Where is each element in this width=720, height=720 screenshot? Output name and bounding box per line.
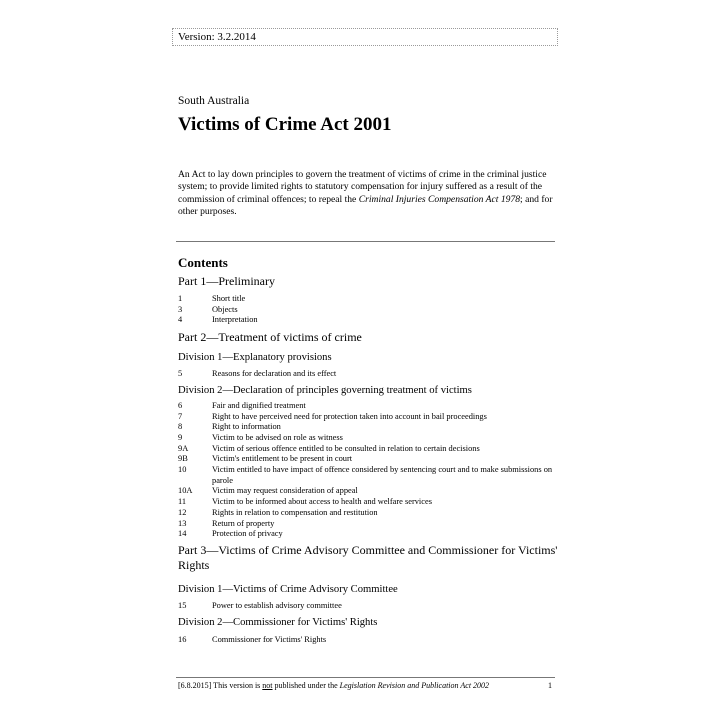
jurisdiction: South Australia <box>178 95 250 107</box>
section-title: Reasons for declaration and its effect <box>212 369 337 379</box>
part-heading[interactable]: Part 3—Victims of Crime Advisory Committee and Commissioner for Victims' Rights <box>178 542 558 572</box>
toc-entry[interactable] <box>178 422 558 433</box>
section-title: Short title <box>212 294 246 303</box>
section-number: 14 <box>178 529 187 539</box>
section-number: 8 <box>178 422 183 432</box>
section-number: 6 <box>178 400 183 410</box>
section-title: Right to have perceived need for protection taken into account in bail proceedings <box>212 411 487 421</box>
section-title: Power to establish advisory committee <box>212 600 342 610</box>
section-title: Fair and dignified treatment <box>212 400 306 410</box>
section-title: Victim entitled to have impact of offence considered by sentencing court and to make submissions on parole <box>212 465 553 485</box>
section-number: 12 <box>178 507 187 517</box>
section-title: Return of property <box>212 518 275 528</box>
toc-entry[interactable] <box>178 369 558 380</box>
table-of-contents <box>178 274 558 645</box>
section-number: 11 <box>178 497 187 507</box>
toc-entry[interactable] <box>178 433 558 444</box>
toc-entry[interactable] <box>178 497 558 508</box>
footer-not: not <box>262 681 273 690</box>
long-title-text-2: ; and for other purposes. <box>178 193 553 218</box>
toc-entry[interactable] <box>178 294 558 305</box>
section-title: Rights in relation to compensation and restitution <box>212 507 378 517</box>
division-heading[interactable]: Division 2—Commissioner for Victims' Rights <box>178 616 378 628</box>
toc-entry[interactable] <box>178 454 558 465</box>
section-title: Victim may request consideration of appeal <box>212 486 358 496</box>
toc-entry[interactable] <box>178 444 558 455</box>
division-heading[interactable]: Division 1—Explanatory provisions <box>178 352 332 364</box>
section-number: 10A <box>178 486 193 496</box>
section-number: 10 <box>178 465 187 475</box>
footer-divider <box>176 677 555 678</box>
section-number: 1 <box>178 294 183 303</box>
division-heading[interactable]: Division 1—Victims of Crime Advisory Committee <box>178 583 398 595</box>
repealed-act-name: Criminal Injuries Compensation Act 1978 <box>358 193 521 205</box>
section-title: Right to information <box>212 422 281 432</box>
section-title: Victim to be advised on role as witness <box>212 432 343 442</box>
section-title: Commissioner for Victims' Rights <box>212 634 327 644</box>
footer-date: [6.8.2015] This version is <box>178 681 263 690</box>
section-number: 16 <box>178 634 187 644</box>
part1-rows <box>178 294 558 326</box>
toc-entry[interactable] <box>178 601 558 612</box>
footer-mid: published under the <box>272 681 340 690</box>
page-footer <box>178 681 554 691</box>
part3-div1-rows <box>178 601 558 612</box>
toc-entry[interactable] <box>178 486 558 497</box>
part-heading[interactable]: Part 2—Treatment of victims of crime <box>178 330 362 345</box>
section-number: 5 <box>178 369 183 379</box>
toc-entry[interactable] <box>178 529 558 540</box>
section-number: 7 <box>178 411 183 421</box>
part3-div2-rows <box>178 635 558 646</box>
toc-entry[interactable] <box>178 305 558 316</box>
toc-entry[interactable] <box>178 635 558 646</box>
section-number: 9A <box>178 443 189 453</box>
division-heading[interactable]: Division 2—Declaration of principles governing treatment of victims <box>178 384 472 396</box>
act-title: Victims of Crime Act 2001 <box>178 114 392 135</box>
toc-entry[interactable] <box>178 508 558 519</box>
toc-entry[interactable] <box>178 315 558 326</box>
section-number: 4 <box>178 315 183 325</box>
toc-entry[interactable] <box>178 412 558 423</box>
toc-entry[interactable] <box>178 401 558 412</box>
section-title: Interpretation <box>212 315 258 325</box>
page-number: 1 <box>548 681 552 690</box>
section-number: 13 <box>178 518 187 528</box>
long-title-text-1: An Act to lay down principles to govern the treatment of victims of crime in the criminal justice system; to provide limited rights to statutory compensation for injury suffered as a result of the commission of criminal offences; to repeal the <box>178 169 547 205</box>
section-number: 9 <box>178 432 183 442</box>
long-title <box>178 169 556 219</box>
part2-div2-rows <box>178 401 558 540</box>
section-title: Victim's entitlement to be present in court <box>212 454 353 464</box>
toc-entry[interactable] <box>178 465 558 486</box>
section-number: 3 <box>178 304 183 314</box>
section-title: Victim to be informed about access to health and welfare services <box>212 497 432 507</box>
section-title: Victim of serious offence entitled to be consulted in relation to certain decisions <box>212 443 480 453</box>
version-label: Version: 3.2.2014 <box>172 28 558 46</box>
part2-div1-rows <box>178 369 558 380</box>
toc-entry[interactable] <box>178 519 558 530</box>
section-number: 9B <box>178 454 188 464</box>
contents-heading: Contents <box>178 255 228 270</box>
section-number: 15 <box>178 600 187 610</box>
part-heading[interactable]: Part 1—Preliminary <box>178 274 275 288</box>
section-title: Objects <box>212 304 238 314</box>
footer-act-name: Legislation Revision and Publication Act 2002 <box>339 681 490 690</box>
divider <box>176 241 555 242</box>
section-title: Protection of privacy <box>212 529 283 539</box>
